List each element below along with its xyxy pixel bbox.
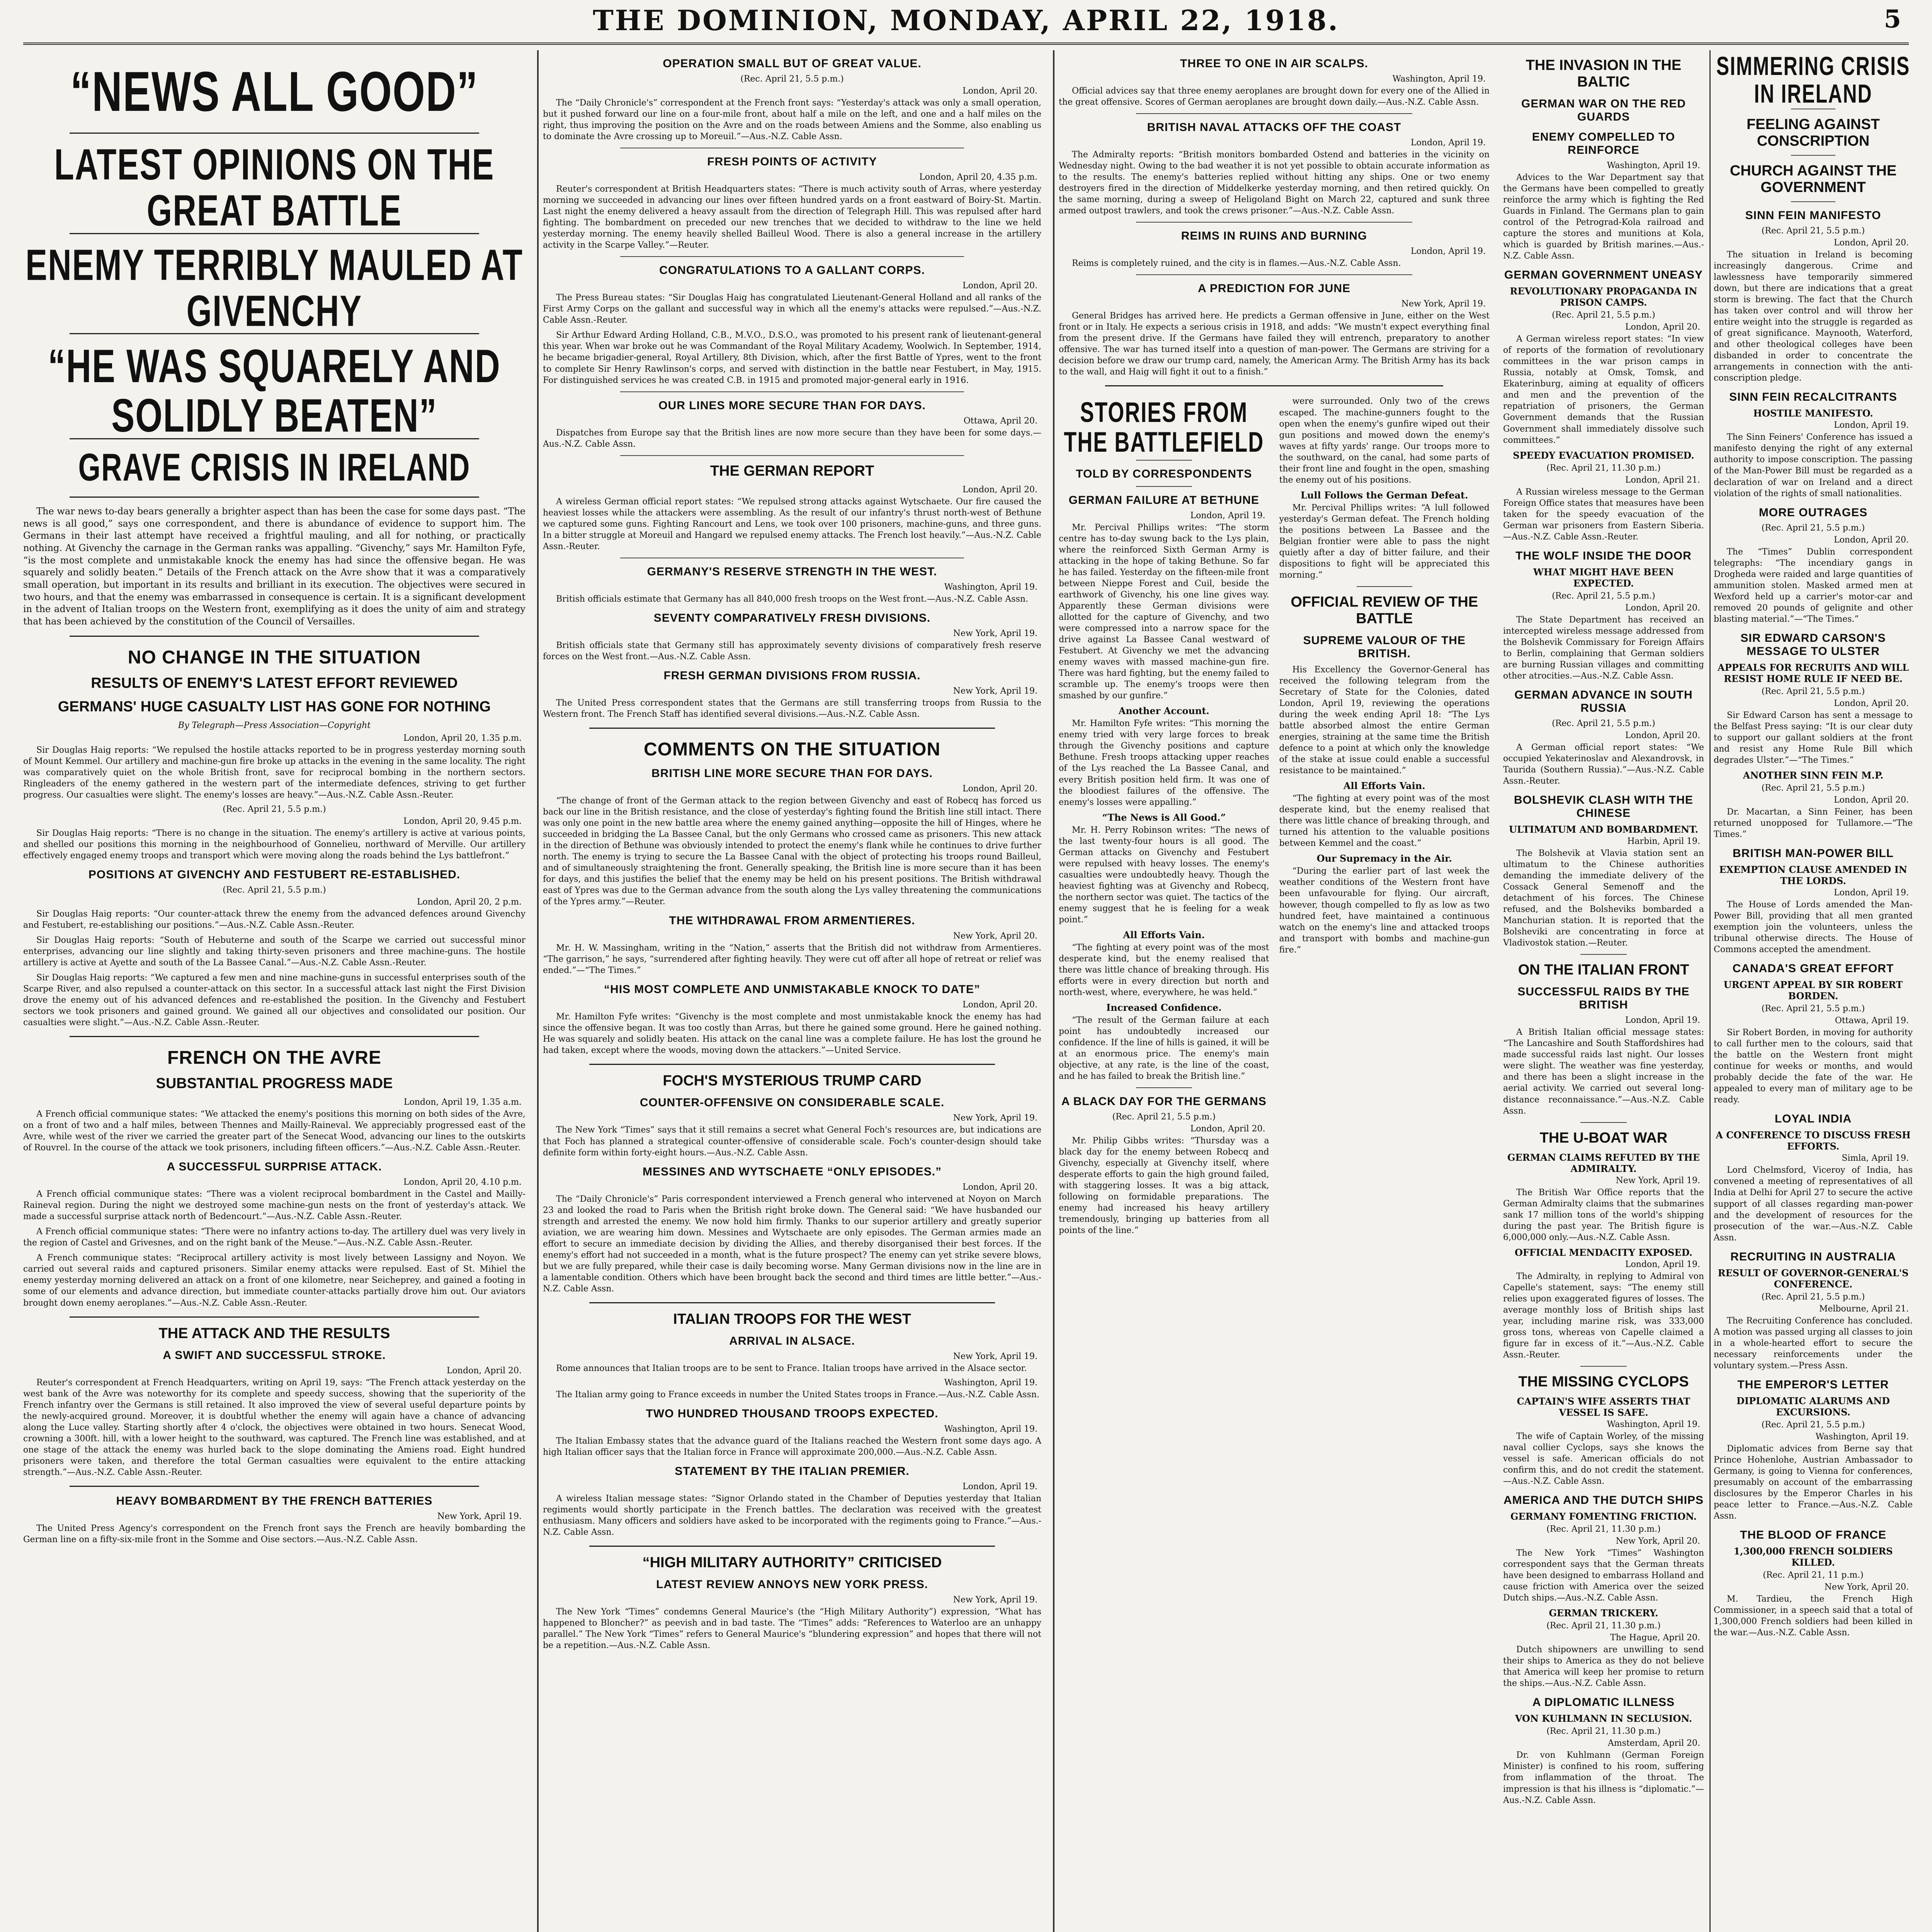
subcolumn-right — [1279, 394, 1490, 1240]
dateline: Harbin, April 19. — [1627, 837, 1700, 847]
dateline: London, April 19. — [1833, 888, 1909, 898]
article-paragraph: The New York “Times” condemns General Maurice's (the “High Military Authority”) expression, “What has happened to Bloncher?” as peevish and in bad taste. The “Times” adds: “References to Waterloo are an unhappy parallel.” The New York “Times” refers to General Maurice's “blundering expression” and hopes that there will not be a repetition.—Aus.-N.Z. Cable Assn. — [543, 1607, 1041, 1651]
heading-prediction-june: A PREDICTION FOR JUNE — [1198, 282, 1350, 295]
divider — [1791, 201, 1835, 202]
heading-church-government: CHURCH AGAINST THE GOVERNMENT — [1730, 163, 1897, 196]
divider — [620, 391, 964, 392]
dateline: London, April 19. — [1410, 138, 1486, 148]
received-line: (Rec. April 21, 5.5 p.m.) — [1112, 1112, 1216, 1122]
heading-naval-attacks: BRITISH NAVAL ATTACKS OFF THE COAST — [1147, 121, 1401, 134]
dateline: Washington, April 19. — [1392, 74, 1486, 84]
article-paragraph: Dr. Macartan, a Sinn Feiner, has been returned unopposed for Tullamore.—“The Times.” — [1714, 807, 1913, 839]
subhead-efforts-vain-2: All Efforts Vain. — [1343, 780, 1425, 792]
received-line: (Rec. April 21, 5.5 p.m.) — [1552, 310, 1655, 320]
heading-baltic-invasion: THE INVASION IN THE BALTIC — [1526, 57, 1682, 90]
article-paragraph: Advices to the War Department say that the Germans have been compelled to greatly reinforce the army which is fighting the Red Guards in Finland. The Germans plan to gain control of the Petrograd-Kola railroad and capture the stores and munitions at Kola, which is guarded by British marines.—Aus.-N.Z. Cable Assn. — [1503, 173, 1704, 261]
divider — [1136, 1087, 1192, 1088]
dateline: Washington, April 19. — [1607, 161, 1700, 170]
headline-squarely-beaten: “HE WAS SQUARELY AND SOLIDLY BEATEN” — [48, 340, 501, 442]
article-paragraph: A German wireless report states: “In view of reports of the formation of revolutionary committees in the war prison camps in Russia, notably at Omsk, Tomsk, and Ekaterinburg, aiming at equality of officers and men and the prevention of the repatriation of prisoners, the German Government demands that the Russian Government shall immediately dissolve such committees.” — [1503, 334, 1704, 445]
article-paragraph: General Bridges has arrived here. He predicts a German offensive in June, either on the West front or in Italy. He expects a serious crisis in 1918, and adds: “We mustn't expect everything final from the present drive. If the Germans have failed they will entrench, preparatory to another offensive. The war has turned itself into a question of man-power. The Germans are striving for a decision before we draw our trump card, namely, the American Army. The British Army has its back to the wall, and Haig will fight it out to a finish.” — [1059, 311, 1490, 377]
dateline: London, April 20. — [962, 784, 1037, 794]
heading-official-review: OFFICIAL REVIEW OF THE BATTLE — [1291, 594, 1478, 627]
subheading-mendacity: OFFICIAL MENDACITY EXPOSED. — [1514, 1247, 1693, 1258]
dateline: London, April 20. — [1833, 535, 1909, 545]
dateline: London, April 20. — [962, 1182, 1037, 1192]
article-paragraph: Official advices say that three enemy aeroplanes are brought down for every one of the Allied in the great offensive. Scores of German aeroplanes are brought down daily.—Aus.-N.Z. Cable Assn. — [1059, 86, 1490, 107]
heading-givenchy-festubert: POSITIONS AT GIVENCHY AND FESTUBERT RE-ESTABLISHED. — [88, 868, 461, 881]
divider — [589, 1064, 995, 1065]
article-paragraph: A Russian wireless message to the German Foreign Office states that measures have been taken for the speedy evacuation of the German war prisoners from Eastern Siberia.—Aus.-N.Z. Cable Assn.-Reuter. — [1503, 487, 1704, 542]
column-3 — [1059, 50, 1490, 1932]
heading-bethune: GERMAN FAILURE AT BETHUNE — [1068, 493, 1259, 507]
article-paragraph: The House of Lords amended the Man-Power Bill, providing that all men granted exemption join the volunteers, unless the tribunal otherwise directs. The House of Commons accepted the amendment. — [1714, 900, 1913, 955]
masthead-title: THE DOMINION, MONDAY, APRIL 22, 1918. — [593, 4, 1339, 37]
divider — [1580, 954, 1627, 955]
dateline: Ottawa, April 19. — [1835, 1016, 1909, 1026]
subhead-another-account: Another Account. — [1118, 705, 1209, 717]
divider — [1136, 486, 1192, 487]
subheading-correspondents: TOLD BY CORRESPONDENTS — [1076, 467, 1252, 480]
divider — [70, 1036, 479, 1037]
heading-recruiting-australia: RECRUITING IN AUSTRALIA — [1730, 1250, 1896, 1263]
subcolumn-left — [1059, 394, 1269, 1240]
heading-missing-cyclops: THE MISSING CYCLOPS — [1518, 1373, 1689, 1390]
article-paragraph: A German official report states: “We occupied Yekaterinoslav and Alexandrovsk, in Taurida (Southern Russia).”—Aus.-N.Z. Cable Assn.-Reuter. — [1503, 742, 1704, 786]
column-2 — [543, 50, 1054, 1932]
heading-fresh-divisions: FRESH GERMAN DIVISIONS FROM RUSSIA. — [663, 669, 921, 682]
heading-italian-front: ON THE ITALIAN FRONT — [1518, 962, 1689, 978]
article-paragraph: The “Daily Chronicle's” correspondent at the French front says: “Yesterday's attack was only a small operation, but it pushed forward our line on a four-mile front, about half a mile on the left, and one and a half miles on the right, thus improving the position on the Avre and on the roads between Amiens and the Somme, also enabling us to dominate the Avre crossing up to Moreuil.”—Aus.-N.Z. Cable Assn. — [543, 98, 1041, 142]
column-4a — [1503, 50, 1711, 1932]
heading-another-mp: ANOTHER SINN FEIN M.P. — [1743, 769, 1884, 781]
divider — [1357, 586, 1413, 587]
dateline: London, April 20. — [962, 1000, 1037, 1010]
subheading-progress: SUBSTANTIAL PROGRESS MADE — [156, 1075, 393, 1092]
article-paragraph: A wireless German official report states: “We repulsed strong attacks against Wytschaete. Our fire caused the heaviest losses while the attackers were assembling. As the result of our infantry's thrust north-west of Bethune we captured some guns. Fighting Rancourt and Lens, we took over 100 prisoners, machine-guns, and three guns. In a bitter struggle at Moreuil and Hangard we repulsed enemy attacks. The French lost heavily.”—Aus.-N.Z. Cable Assn.-Reuter. — [543, 497, 1041, 551]
subheading-expected: WHAT MIGHT HAVE BEEN EXPECTED. — [1533, 566, 1674, 589]
article-paragraph: Rome announces that Italian troops are to be sent to France. Italian troops have arrived in the Alsace sector. — [556, 1363, 1027, 1373]
divider — [1791, 155, 1835, 156]
divider — [70, 1316, 479, 1318]
column-4 — [1503, 50, 1913, 1932]
heading-italian-premier: STATEMENT BY THE ITALIAN PREMIER. — [675, 1464, 910, 1478]
divider — [70, 1486, 479, 1487]
heading-emperors-letter: THE EMPEROR'S LETTER — [1737, 1378, 1889, 1391]
article-paragraph: The “Daily Chronicle's” Paris correspondent interviewed a French general who intervened at Noyon on March 23 and looked the road to Paris when the British right broke down. The General said: “We have husbanded our strength and arrested the enemy. We now hold him firmly. Thanks to our superior artillery and greatly superior aviation, we are wearing him down. Messines and Wytschaete are only episodes. The German armies made an effort to secure an immediate decision by dividing the Allies, and thereby disorganised their best forces. If the enemy's effort had not succeeded in a month, what is the future prospect? The enemy can yet strike severe blows, but we are fully prepared, while their case is daily becoming worse. Many German divisions now in the line are in a lamentable condition. Others which have been brought back the second and third times are little better.”—Aus.-N.Z. Cable Assn. — [543, 1194, 1041, 1294]
received-line: (Rec. April 21, 5.5 p.m.) — [1552, 591, 1655, 601]
subheading-alarums: DIPLOMATIC ALARUMS AND EXCURSIONS. — [1736, 1395, 1890, 1418]
article-paragraph: were surrounded. Only two of the crews escaped. The machine-gunners fought to the open when the enemy's gunfire wiped out their gun positions and mowed down the enemy's waves at fifty yards' range. Our troops more to the southward, on the canal, had some parts of their front line and fought in the open, smashing the enemy out of his positions. — [1279, 396, 1490, 485]
subheading-alsace: ARRIVAL IN ALSACE. — [729, 1334, 855, 1347]
article-paragraph: The wife of Captain Worley, of the missing naval collier Cyclops, says she knows the vessel is safe. American officials do not confirm this, and do not credit the statement.—Aus.-N.Z. Cable Assn. — [1503, 1431, 1704, 1486]
dateline: Washington, April 19. — [1815, 1432, 1909, 1442]
dateline: Washington, April 19. — [944, 1378, 1037, 1388]
dateline: New York, April 19. — [953, 686, 1037, 696]
dateline: London, April 20. — [962, 86, 1037, 96]
column-1 — [23, 50, 539, 1932]
article-paragraph: “The fighting at every point was of the most desperate kind, but the enemy realised that there was little chance of breaking through, and turned his attention to the valuable positions between Kemmel and the coast.” — [1279, 794, 1490, 849]
heading-recalcitrants: SINN FEIN RECALCITRANTS — [1729, 391, 1897, 404]
heading-attack-results: THE ATTACK AND THE RESULTS — [158, 1325, 390, 1342]
article-paragraph: Mr. H. W. Massingham, writing in the “Nation,” asserts that the British did not withdraw from Armentieres. “The garrison,” he says, “surrendered after fighting heavily. They were cut off after all hope of retreat or relief was ended.”—“The Times.” — [543, 943, 1041, 976]
dateline: London, April 19. — [1410, 247, 1486, 257]
dateline: New York, April 19. — [953, 1351, 1037, 1361]
article-paragraph: Sir Arthur Edward Arding Holland, C.B., M.V.O., D.S.O., was promoted to his present rank of lieutenant-general this year. When war broke out he was Commandant of the Royal Military Academy, Woolwich. In September, 1914, he became brigadier-general, Royal Artillery, 8th Division, which, after the first Battle of Ypres, went to the front to complete Sir Henry Rawlinson's corps, and served with distinction in the battle near Festubert, in May, 1915. For distinguished services he was created C.B. in 1915 and promoted major-general early in 1916. — [543, 330, 1041, 385]
dateline: Melbourne, April 21. — [1819, 1304, 1909, 1314]
dateline: Washington, April 19. — [944, 1424, 1037, 1434]
heading-surprise-attack: A SUCCESSFUL SURPRISE ATTACK. — [167, 1160, 382, 1173]
subheading-conference: A CONFERENCE TO DISCUSS FRESH EFFORTS. — [1716, 1129, 1911, 1152]
dateline: London, April 20. — [1190, 1124, 1265, 1134]
dateline: London, April 19. — [962, 1481, 1037, 1492]
article-paragraph: “The change of front of the German attack to the region between Givenchy and east of Robecq has forced us back our line in the British resistance, and the close of yesterday's fighting found the British line still intact. There was only one point in the new battle area where the enemy gained anything—opposite the hill of Hinges, where he succeeded in bridging the La Bassee Canal, but the only Germans who crossed came as prisoners. This new attack in the direction of Bethune was obviously intended to protect the enemy's flank while he continues to drive further north. The enemy is trying to secure the La Bassee Canal with the object of protecting his troops round Bailleul, and of simultaneously straightening the front. Generally speaking, the British line is more secure than it has been for days, and this justifies the belief that the enemy may be held on his present positions. The British withdrawal east of Ypres was due to the German advance from the south along the Lys valley threatening the communications of the Ypres army.”—Reuter. — [543, 796, 1041, 907]
heading-sinn-fein-manifesto: SINN FEIN MANIFESTO — [1745, 209, 1881, 222]
heading-lines-secure: OUR LINES MORE SECURE THAN FOR DAYS. — [658, 399, 926, 412]
article-paragraph: A British Italian official message states: “The Lancashire and South Staffordshires had made successful raids last night. Our losses were slight. The weather was fine yesterday, and there has been a slight increase in the aerial activity. We carried out several long-distance reconnaissance.”—Aus.-N.Z. Cable Assn. — [1503, 1027, 1704, 1116]
heading-operation-small: OPERATION SMALL BUT OF GREAT VALUE. — [663, 57, 922, 70]
subheading-borden-appeal: URGENT APPEAL BY SIR ROBERT BORDEN. — [1723, 979, 1903, 1002]
dateline: New York, April 19. — [953, 1113, 1037, 1123]
article-paragraph: Sir Douglas Haig reports: “We repulsed the hostile attacks reported to be in progress yesterday morning south of Mount Kemmel. Our artillery and machine-gun fire broke up attacks in the evening in the same locality. The right was comparatively quiet on the whole British front, save for reciprocal bombing in the northern sectors. Ringleaders of the enemy gathered in the western part of the intermediate defences, striving to get further progress. Our casualties were slight. The enemy's losses are heavy.”—Aus.-N.Z. Cable Assn.-Reuter. — [23, 745, 526, 800]
dateline: London, April 20. — [962, 281, 1037, 291]
article-paragraph: The Bolshevik at Vlavia station sent an ultimatum to the Chinese authorities demanding the immediate delivery of the Cossack General Semenoff and the detachment of his forces. The Chinese refused, and the Bolsheviks bombarded a Manchurian station. It is reported that the Bolsheviki are concentrating in force at Vladivostok station.—Reuter. — [1503, 849, 1704, 948]
dateline: London, April 20, 4.10 p.m. — [403, 1177, 522, 1187]
headline-enemy-mauled: ENEMY TERRIBLY MAULED AT GIVENCHY — [26, 240, 523, 335]
heading-air-scalps: THREE TO ONE IN AIR SCALPS. — [1180, 57, 1369, 70]
received-line: (Rec. April 21, 5.5 p.m.) — [1761, 523, 1865, 533]
divider — [70, 636, 479, 637]
subheading-hostile-manifesto: HOSTILE MANIFESTO. — [1753, 408, 1873, 419]
article-paragraph: Sir Douglas Haig reports: “We captured a few men and nine machine-guns in successful enterprises south of the Scarpe River, and also repulsed a counter-attack on this sector. In a successful attack last night the First Division drove the enemy out of his advanced defences and re-established the position. In the Givenchy and Festubert sectors we took prisoners and gained ground. We gained all our objectives and consolidated our position. Our casualties were slight.”—Aus.-N.Z. Cable Assn.-Reuter. — [23, 973, 526, 1028]
dateline: London, April 20, 1.35 p.m. — [403, 733, 522, 743]
article-paragraph: The Italian Embassy states that the advance guard of the Italians reached the Western front some days ago. A high Italian officer says that the Italian force in France will approximate 200,000.—Aus.-N.Z. Cable Assn. — [543, 1436, 1041, 1457]
heading-blood-of-france: THE BLOOD OF FRANCE — [1740, 1529, 1886, 1541]
article-paragraph: Diplomatic advices from Berne say that Prince Hohenlohe, Austrian Ambassador to Germany, is going to Vienna for conferences, presumably on account of the embarrassing disclosures by the Emperor Charles in his peace letter to France.—Aus.-N.Z. Cable Assn. — [1714, 1444, 1913, 1521]
received-line: (Rec. April 21, 11.30 p.m.) — [1546, 463, 1661, 473]
subheading-governor-general: RESULT OF GOVERNOR-GENERAL'S CONFERENCE. — [1718, 1267, 1909, 1290]
article-paragraph: A French official communique states: “We attacked the enemy's positions this morning on both sides of the Avre, on a front of two and a half miles, between Thennes and Mailly-Raineval. We appreciably progressed east of the Avre, while west of the river we carried the greater part of the Senecat Wood, advancing our lines to the outskirts of Rouvrel. In the course of the attack we took prisoners, including fifteen officers.”—Aus.-N.Z. Cable Assn.-Reuter. — [23, 1109, 526, 1153]
divider — [1580, 1122, 1627, 1123]
dateline: Amsterdam, April 20. — [1607, 1738, 1700, 1748]
article-paragraph: Dutch shipowners are unwilling to send their ships to America as they do not believe that America will keep her promise to return the ships.—Aus.-N.Z. Cable Assn. — [1503, 1645, 1704, 1689]
dateline: Washington, April 19. — [944, 582, 1037, 592]
article-paragraph: The New York “Times” Washington correspondent says that the German threats have been designed to embarrass Holland and cause friction with America over the seized Dutch ships.—Aus.-N.Z. Cable Assn. — [1503, 1548, 1704, 1603]
masthead — [23, 0, 1909, 45]
dateline: The Hague, April 20. — [1610, 1633, 1700, 1643]
dateline: New York, April 19. — [953, 628, 1037, 638]
article-paragraph: Sir Douglas Haig reports: “There is no change in the situation. The enemy's artillery is active at various points, and shelled our positions this morning in the neighbourhood of Gonnelieu, northward of Merville. Our artillery effectively engaged enemy troops and transport which were moving along the roads behind the Lys battlefront.” — [23, 828, 526, 861]
divider — [620, 256, 964, 257]
column-4b — [1714, 50, 1913, 1932]
dateline: London, April 20. — [446, 1366, 522, 1376]
received-line: (Rec. April 21, 5.5 p.m.) — [1761, 686, 1865, 696]
article-paragraph: Mr. Hamilton Fyfe writes: “This morning the enemy tried with very large forces to break through the Givenchy positions and capture Bethune. Fresh troops attacking upper reaches of the Lys reached the La Bassee Canal, and every British position held firm. It was one of the bloodiest failures of the offensive. The enemy's losses were appalling.” — [1059, 719, 1269, 807]
subheading-red-guards: GERMAN WAR ON THE RED GUARDS — [1521, 97, 1686, 123]
heading-south-russia: GERMAN ADVANCE IN SOUTH RUSSIA — [1514, 688, 1693, 714]
heading-two-hundred-thousand: TWO HUNDRED THOUSAND TROOPS EXPECTED. — [646, 1407, 939, 1420]
divider — [589, 728, 995, 729]
article-paragraph: British officials estimate that Germany has all 840,000 fresh troops on the West front.—Aus.-N.Z. Cable Assn. — [556, 594, 1028, 604]
heading-foch-trump-card: FOCH'S MYSTERIOUS TRUMP CARD — [663, 1073, 922, 1089]
divider — [589, 1302, 995, 1303]
heading-bolshevik-chinese: BOLSHEVIK CLASH WITH THE CHINESE — [1514, 794, 1693, 820]
received-line: (Rec. April 21, 5.5 p.m.) — [1761, 783, 1865, 793]
article-paragraph: Sir Douglas Haig reports: “Our counter-attack threw the enemy from the advanced defences around Givenchy and Festubert, re-establishing our positions.”—Aus.-N.Z. Cable Assn.-Reuter. — [23, 909, 526, 930]
dateline: London, April 19. — [1625, 1259, 1700, 1269]
article-paragraph: The New York “Times” says that it still remains a secret what General Foch's resources are, but indications are that Foch has planned a strategical counter-offensive of considerable scale. Foch's counter-design should take definite form within forty-eight hours.—Aus.-N.Z. Cable Assn. — [543, 1125, 1041, 1158]
two-column-block — [1059, 394, 1490, 1240]
subhead-news-all-good: “The News is All Good.” — [1102, 811, 1226, 823]
article-paragraph: The Sinn Feiners' Conference has issued a manifesto denying the right of any external authority to impose conscription. The passing of the Man-Power Bill must be regarded as a declaration of war on Ireland and a direct violation of the rights of small nationalities. — [1714, 432, 1913, 498]
dateline: New York, April 20. — [953, 931, 1037, 941]
subheading-counter-offensive: COUNTER-OFFENSIVE ON CONSIDERABLE SCALE. — [639, 1096, 945, 1109]
article-paragraph: The United Press Agency's correspondent on the French front says the French are heavily bombarding the German line on a fifty-six-mile front in the Somme and Oise sectors.—Aus.-N.Z. Cable Assn. — [23, 1523, 526, 1544]
article-paragraph: Lord Chelmsford, Viceroy of India, has convened a meeting of representatives of all India at Delhi for April 27 to secure the active support of all classes regarding man-power and the development of resources for the prosecution of the war.—Aus.-N.Z. Cable Assn. — [1714, 1165, 1913, 1243]
headline-latest-opinions: LATEST OPINIONS ON THE GREAT BATTLE — [54, 140, 495, 235]
subhead-efforts-vain: All Efforts Vain. — [1123, 929, 1205, 940]
dateline: Simla, April 19. — [1842, 1153, 1909, 1163]
article-paragraph: A French communique states: “Reciprocal artillery activity is most lively between Lassigny and Noyon. We carried out several raids and captured prisoners. Similar enemy attacks were repulsed. East of St. Mihiel the enemy yesterday morning delivered an attack on a front of one kilometre, near Seicheprey, and gained a footing in some of our elements and advance direction, but immediate counter-attacks partially drove him out. Our aviators brought down enemy aeroplanes.”—Aus.-N.Z. Cable Assn.-Reuter. — [23, 1253, 526, 1308]
article-paragraph: A French official communique states: “There were no infantry actions to-day. The artillery duel was very lively in the region of Castel and Grivesnes, and on the right bank of the Meuse.”—Aus.-N.Z. Cable Assn.-Reuter. — [23, 1227, 526, 1248]
heading-reims: REIMS IN RUINS AND BURNING — [1181, 230, 1367, 243]
divider — [620, 455, 964, 456]
subheading-supreme-valour: SUPREME VALOUR OF THE BRITISH. — [1303, 634, 1466, 660]
received-line: (Rec. April 21, 11.30 p.m.) — [1546, 1524, 1661, 1534]
heading-diplomatic-illness: A DIPLOMATIC ILLNESS — [1532, 1696, 1675, 1709]
dateline: New York, April 19. — [1616, 1175, 1700, 1185]
subhead-lull: Lull Follows the German Defeat. — [1301, 489, 1468, 501]
subheading-soldiers-killed: 1,300,000 FRENCH SOLDIERS KILLED. — [1733, 1546, 1893, 1568]
columns — [23, 50, 1913, 1932]
dateline: New York, April 19. — [1401, 299, 1486, 309]
heading-italian-troops: ITALIAN TROOPS FOR THE WEST — [673, 1311, 911, 1327]
dateline: London, April 20. — [1833, 238, 1909, 248]
subheading-appeals: APPEALS FOR RECRUITS AND WILL RESIST HOME RULE IF NEED BE. — [1717, 662, 1909, 684]
article-paragraph: The Admiralty, in replying to Admiral von Capelle's statement, says: “The enemy still relies upon exaggerated figures of losses. The average monthly loss of British ships last year, including marine risk, was 333,000 gross tons, whereas von Capelle claimed a figure far in excess of it.”—Aus.-N.Z. Cable Assn.-Reuter. — [1503, 1271, 1704, 1360]
article-paragraph: Mr. Hamilton Fyfe writes: “Givenchy is the most complete and most unmistakable knock the enemy has had since the offensive began. It was too costly than Arras, but there he gained some ground. Here he gained nothing. He was squarely and solidly beaten. His attack on the canal line was a complete failure. He has lost the ground he had taken, except where the woods, moving down the attackers.”—United Service. — [543, 1012, 1041, 1056]
article-paragraph: Sir Douglas Haig reports: “South of Hebuterne and south of the Scarpe we carried out successful minor enterprises, advancing our line slightly and taking thirty-seven prisoners and three machine-guns. The hostile artillery is active at Ayette and south of the La Bassee Canal.”—Aus.-N.Z. Cable Assn.-Reuter. — [23, 935, 526, 968]
subheading-raids: SUCCESSFUL RAIDS BY THE BRITISH — [1517, 985, 1690, 1012]
dateline: London, April 20. — [962, 485, 1037, 495]
received-line: (Rec. April 21, 11.30 p.m.) — [1546, 1726, 1661, 1736]
article-paragraph: Mr. Philip Gibbs writes: “Thursday was a black day for the enemy between Robecq and Givenchy, especially at Givenchy itself, where desperate efforts to gain the high ground failed, with staggering losses. It was a big attack, following on formidable preparations. The enemy had increased his heavy artillery tremendously, bringing up batteries from all points of the line.” — [1059, 1136, 1269, 1236]
heading-messines: MESSINES AND WYTSCHAETE “ONLY EPISODES.” — [642, 1165, 942, 1178]
subheading-claims-refuted: GERMAN CLAIMS REFUTED BY THE ADMIRALTY. — [1507, 1151, 1700, 1174]
subheading-results: RESULTS OF ENEMY'S LATEST EFFORT REVIEWED — [91, 675, 458, 691]
dateline: London, April 20. — [1625, 603, 1700, 613]
dateline: London, April 20. — [1833, 795, 1909, 805]
subheading-casualty-list: GERMANS' HUGE CASUALTY LIST HAS GONE FOR NOTHING — [58, 698, 491, 715]
heading-high-military-authority: “HIGH MILITARY AUTHORITY” CRITICISED — [642, 1554, 942, 1571]
subhead-air-supremacy: Our Supremacy in the Air. — [1316, 853, 1452, 864]
article-paragraph: Reuter's correspondent at French Headquarters, writing on April 19, says: “The French attack yesterday on the west bank of the Avre was noteworthy for its complete and speedy success, showing that the superiority of the French infantry over the Germans is still retained. It also improved the view of several useful departure points by the newly-acquired ground. Moreover, it is doubtful whether the enemy will again have a chance of advancing along the Luce valley. Starting shortly after 4 o'clock, the objectives were obtained in two hours. Senecat Wood, crowning a 300ft. hill, with a lower height to the southward, was captured. The French line was established, and at one stage of the attack the enemy was hurled back to the slope dominating the Amiens road. Eight hundred prisoners were taken, and therefore the total German casualties were equivalent to the entire attacking strength.”—Aus.-N.Z. Cable Assn.-Reuter. — [23, 1378, 526, 1477]
article-paragraph: Sir Edward Carson has sent a message to the Belfast Press saying: “It is our clear duty to support our gallant soldiers at the front and resist any Home Rule Bill which degrades Ulster.”—“The Times.” — [1714, 710, 1913, 765]
headline-stories-battlefield: STORIES FROM THE BATTLEFIELD — [1064, 397, 1264, 458]
dateline: London, April 20. — [1625, 730, 1700, 740]
heading-conscription: FEELING AGAINST CONSCRIPTION — [1747, 116, 1880, 149]
article-paragraph: The United Press correspondent states that the Germans are still transferring troops from Russia to the Western front. The French Staff has identified several divisions.—Aus.-N.Z. Cable Assn. — [543, 698, 1041, 719]
article-paragraph: A French official communique states: “There was a violent reciprocal bombardment in the Castel and Mailly-Raineval region. During the night we destroyed some machine-gun nests on the front of yesterday's attack. We made a successful surprise attack north of Bedencourt.”—Aus.-N.Z. Cable Assn.-Reuter. — [23, 1189, 526, 1222]
article-paragraph: Mr. H. Perry Robinson writes: “The news of the last twenty-four hours is all good. The German attacks on Givenchy and Festubert were repulsed with heavy losses. The enemy's casualties were undoubtedly heavy. Though the heaviest fighting was at Givenchy and Robecq, the northern sector was quiet. The tactics of the enemy suggest that he is feeling for a weak point.” — [1059, 825, 1269, 925]
subheading-reinforce: ENEMY COMPELLED TO REINFORCE — [1532, 131, 1675, 156]
dateline: London, April 20, 9.45 p.m. — [403, 816, 522, 826]
article-paragraph: Sir Robert Borden, in moving for authority to call further men to the colours, said that the battle on the Western front might continue for weeks or months, and would probably decide the fate of the war. He appealed to every man of military age to be ready. — [1714, 1028, 1913, 1105]
received-line: (Rec. April 21, 11 p.m.) — [1763, 1570, 1864, 1580]
article-paragraph: Mr. Percival Phillips writes: “A lull followed yesterday's German defeat. The French holding the positions between La Bassee and the Belgian frontier were able to pass the night quietly after a day of bitter failure, and their dispositions to fight will be appreciated this morning.” — [1279, 503, 1490, 580]
article-paragraph: The Admiralty reports: “British monitors bombarded Ostend and batteries in the vicinity on Wednesday night. Owing to the bad weather it is not yet possible to obtain accurate information as to the results. The enemy's batteries replied without hitting any ships. One or two enemy destroyers fired in the direction of Middelkerke yesterday morning, and then retired quickly. On the same morning, during a sweep of Heligoland Bight on March 22, captured and sunk three armed outpost trawlers, and took the crews prisoner.”—Aus.-N.Z. Cable Assn. — [1059, 150, 1490, 216]
heading-wolf-door: THE WOLF INSIDE THE DOOR — [1515, 549, 1692, 562]
article-paragraph: His Excellency the Governor-General has received the following telegram from the Secretary of State for the Colonies, dated London, April 19, reviewing the operations during the week ending April 18: “The Lys battle absorbed almost the entire German energies, straining at the same time the British defence to a point at which only the knowledge of the stake at issue could enable a successful resistance to be maintained.” — [1279, 665, 1490, 776]
article-paragraph: “The result of the German failure at each point has undoubtedly increased our confidence. If the line of hills is gained, it will be at an enormous price. The enemy's main objective, at any rate, is the line of the coast, and he has failed to break the British line.” — [1059, 1015, 1269, 1082]
received-line: (Rec. April 21, 11.30 p.m.) — [1546, 1621, 1661, 1631]
subheading-propaganda: REVOLUTIONARY PROPAGANDA IN PRISON CAMPS. — [1510, 286, 1697, 308]
subheading-british-line: BRITISH LINE MORE SECURE THAN FOR DAYS. — [651, 767, 933, 780]
heading-uboat-war: THE U-BOAT WAR — [1539, 1129, 1668, 1146]
article-paragraph: “The fighting at every point was of the most desperate kind, but the enemy realised that there was little chance of breaking through. His efforts were in every direction but north and north-west, where, everywhere, he was held.” — [1059, 942, 1269, 997]
article-paragraph: The “Times” Dublin correspondent telegraphs: “The incendiary gangs in Drogheda were raided and large quantities of ammunition stolen. Masked armed men at Wexford held up a carrier's motor-car and removed 20 pounds of gelignite and other blasting material.”—“The Times.” — [1714, 547, 1913, 624]
dateline: London, April 19, 1.35 a.m. — [404, 1097, 522, 1107]
subheading-kuhlmann: VON KUHLMANN IN SECLUSION. — [1515, 1713, 1692, 1725]
article-paragraph: The State Department has received an intercepted wireless message addressed from the Bolshevik Commissary for Foreign Affairs to Berlin, complaining that German soldiers are burning Russian villages and committing other atrocities.—Aus.-N.Z. Cable Assn. — [1503, 615, 1704, 681]
heading-french-avre: FRENCH ON THE AVRE — [167, 1048, 381, 1068]
article-paragraph: “During the earlier part of last week the weather conditions of the Western front have been unfavourable for flying. Our aircraft, however, though compelled to fly as low as two hundred feet, have maintained a continuous watch on the enemy's line and attacked troops and transport with bombs and machine-gun fire.” — [1279, 866, 1490, 955]
subheading-captains-wife: CAPTAIN'S WIFE ASSERTS THAT VESSEL IS SAFE. — [1517, 1395, 1690, 1418]
dateline: London, April 20. — [1625, 322, 1700, 332]
heading-man-power-bill: BRITISH MAN-POWER BILL — [1733, 847, 1894, 860]
divider — [1105, 385, 1443, 386]
heading-no-change: NO CHANGE IN THE SITUATION — [128, 647, 421, 668]
dateline: London, April 20, 4.35 p.m. — [919, 172, 1037, 182]
heading-complete-knock: “HIS MOST COMPLETE AND UNMISTAKABLE KNOCK TO DATE” — [604, 983, 980, 996]
dateline: London, April 19. — [1190, 510, 1265, 520]
article-paragraph: Reuter's correspondent at British Headquarters states: “There is much activity south of Arras, where yesterday morning we succeeded in advancing our lines over fifteen hundred yards on a front eastward of Boiry-St. Martin. Last night the enemy delivered a heavy assault from the direction of Telegraph Hill. This was repulsed after hard fighting. The bombardment on preceded our new trenches that we decided to withdraw to the line we held yesterday morning. The enemy heavily shelled Bailleul Wood. There is also a general increase in the artillery activity in the Scarpe Valley.”—Reuter. — [543, 184, 1041, 250]
received-line: (Rec. April 21, 5.5 p.m.) — [1552, 718, 1655, 728]
heading-black-day: A BLACK DAY FOR THE GERMANS — [1061, 1095, 1267, 1108]
byline: By Telegraph—Press Association—Copyright — [178, 720, 371, 730]
subheading-swift-stroke: A SWIFT AND SUCCESSFUL STROKE. — [163, 1349, 386, 1362]
headline-simmering-crisis: SIMMERING CRISIS IN IRELAND — [1716, 51, 1910, 108]
heading-comments: COMMENTS ON THE SITUATION — [643, 739, 941, 760]
received-line: (Rec. April 21, 5.5 p.m.) — [1761, 1292, 1865, 1302]
subheading-german-trickery: GERMAN TRICKERY. — [1549, 1607, 1658, 1619]
article-paragraph: The Italian army going to France exceeds in number the United States troops in France.—Aus.-N.Z. Cable Assn. — [556, 1389, 1039, 1400]
article-paragraph: Mr. Percival Phillips writes: “The storm centre has to-day swung back to the Lys plain, where the reinforced Sixth German Army is attacking in the hope of taking Bethune. So far he has failed. Yesterday on the fifteen-mile front between Nieppe Forest and Cuil, beside the earthwork of Givenchy, his one line gives way. Apparently these German divisions were allotted for the capture of Givenchy, and two were compressed into a narrow space for the drive against La Bassee Canal westward of Festubert. At Givenchy we met the advancing enemy waves with massed machine-gun fire. There was hard fighting, but the enemy failed to scramble up. The enemy's troops were then smashed by our gunfire.” — [1059, 522, 1269, 701]
dateline: London, April 20. — [1833, 698, 1909, 708]
received-line: (Rec. April 21, 5.5 p.m.) — [1761, 1004, 1865, 1014]
article-paragraph: British officials state that Germany still has approximately seventy divisions of comparatively fresh reserve forces on the West front.—Aus.-N.Z. Cable Assn. — [543, 640, 1041, 662]
divider — [1136, 274, 1412, 275]
article-paragraph: Dr. von Kuhlmann (German Foreign Minister) is confined to his room, suffering from inflammation of the throat. The impression is that his illness is “diplomatic.”—Aus.-N.Z. Cable Assn. — [1503, 1750, 1704, 1805]
dateline: New York, April 19. — [437, 1511, 522, 1521]
article-paragraph: The British War Office reports that the German Admiralty claims that the submarines sank 17 million tons of the world's shipping during the past year. The British figure is 6,000,000 only.—Aus.-N.Z. Cable Assn. — [1503, 1187, 1704, 1242]
dateline: Washington, April 19. — [1607, 1419, 1700, 1429]
dateline: London, April 19. — [1833, 420, 1909, 430]
divider — [1580, 1366, 1627, 1367]
received-line: (Rec. April 21, 5.5 p.m.) — [223, 804, 326, 814]
divider — [1136, 460, 1192, 461]
heading-more-outrages: MORE OUTRAGES — [1759, 506, 1868, 519]
heading-carson-message: SIR EDWARD CARSON'S MESSAGE TO ULSTER — [1740, 631, 1886, 658]
heading-german-report: THE GERMAN REPORT — [710, 463, 874, 479]
received-line: (Rec. April 21, 5.5 p.m.) — [1761, 1420, 1865, 1430]
divider — [70, 133, 479, 134]
received-line: (Rec. April 21, 5.5 p.m.) — [740, 74, 844, 84]
heading-seventy-divisions: SEVENTY COMPARATIVELY FRESH DIVISIONS. — [653, 611, 931, 624]
article-paragraph: A wireless Italian message states: “Signor Orlando stated in the Chamber of Deputies yesterday that Italian regiments would shortly participate in the French battles. The declaration was received with the greatest enthusiasm. Many officers and soldiers have asked to be incorporated with the regiments going to France.”—Aus.-N.Z. Cable Assn. — [543, 1493, 1041, 1537]
article-paragraph: Dispatches from Europe say that the British lines are now more secure than they have been for some days.—Aus.-N.Z. Cable Assn. — [543, 428, 1041, 449]
dateline: New York, April 19. — [953, 1595, 1037, 1605]
heading-speedy-evacuation: SPEEDY EVACUATION PROMISED. — [1513, 449, 1694, 461]
dateline: London, April 20, 2 p.m. — [417, 897, 522, 907]
article-paragraph: The Press Bureau states: “Sir Douglas Haig has congratulated Lieutenant-General Holland and all ranks of the First Army Corps on the gallant and successful way in which all the enemy's attacks were repulsed.”—Aus.-N.Z. Cable Assn.-Reuter. — [543, 293, 1041, 325]
subheading-exemption: EXEMPTION CLAUSE AMENDED IN THE LORDS. — [1719, 864, 1907, 887]
heading-reserve-strength: GERMANY'S RESERVE STRENGTH IN THE WEST. — [647, 565, 937, 578]
subheading-review-annoys: LATEST REVIEW ANNOYS NEW YORK PRESS. — [656, 1578, 928, 1591]
heading-armentieres: THE WITHDRAWAL FROM ARMENTIERES. — [669, 914, 915, 927]
article-paragraph: M. Tardieu, the French High Commissioner, in a speech said that a total of 1,300,000 French soldiers had been killed in the war.—Aus.-N.Z. Cable Assn. — [1714, 1594, 1913, 1638]
heading-dutch-ships: AMERICA AND THE DUTCH SHIPS — [1503, 1494, 1704, 1507]
dateline: New York, April 20. — [1616, 1536, 1700, 1546]
headline-news-all-good: “NEWS ALL GOOD” — [70, 60, 478, 123]
article-paragraph: The Recruiting Conference has concluded. A motion was passed urging all classes to join in a whole-hearted effort to secure the necessary reinforcements under the voluntary system.—Press Assn. — [1714, 1316, 1913, 1371]
divider — [1136, 113, 1412, 114]
subheading-friction: GERMANY FOMENTING FRICTION. — [1510, 1511, 1697, 1522]
dateline: London, April 19. — [1625, 1015, 1700, 1026]
heading-canada-effort: CANADA'S GREAT EFFORT — [1732, 962, 1894, 975]
subheading-ultimatum: ULTIMATUM AND BOMBARDMENT. — [1509, 824, 1699, 835]
lead-paragraph: The war news to-day bears generally a brighter aspect than has been the case for some days past. “The news is all good,” says one correspondent, and there is abundance of evidence to support him. The Germans in their last attempt have received a frightful mauling, and all for nothing, or practically nothing. At Givenchy the carnage in the German ranks was appalling. “Givenchy,” says Mr. Hamilton Fyfe, “is the most complete and unmistakable knock the enemy has had since the offensive began. He was squarely and solidly beaten.” Details of the French attack on the Avre show that it was a comparatively small operation, but important in its results and brilliant in its execution. The objectives were secured in two hours, and that the enemy was embarrassed in consequence is certain. It is a significant development in the advent of Italian troops on the Western front, exemplifying as it does the unity of aim and strategy that has been achieved by the constitution of the Council of Versailles. — [23, 505, 526, 627]
dateline: New York, April 20. — [1824, 1582, 1909, 1592]
divider — [1136, 222, 1412, 223]
heading-heavy-bombardment: HEAVY BOMBARDMENT BY THE FRENCH BATTERIES — [116, 1494, 433, 1507]
heading-congratulations: CONGRATULATIONS TO A GALLANT CORPS. — [659, 264, 925, 277]
article-paragraph: Reims is completely ruined, and the city is in flames.—Aus.-N.Z. Cable Assn. — [1072, 259, 1401, 269]
dateline: Ottawa, April 20. — [963, 416, 1037, 426]
dateline: London, April 21. — [1625, 475, 1700, 485]
heading-fresh-points: FRESH POINTS OF ACTIVITY — [707, 155, 877, 168]
subhead-increased-confidence: Increased Confidence. — [1106, 1002, 1222, 1014]
divider — [589, 1546, 995, 1547]
received-line: (Rec. April 21, 5.5 p.m.) — [223, 885, 326, 895]
received-line: (Rec. April 21, 5.5 p.m.) — [1761, 226, 1865, 236]
heading-govt-uneasy: GERMAN GOVERNMENT UNEASY — [1504, 269, 1703, 282]
page-number: 5 — [1884, 5, 1901, 34]
article-paragraph: The situation in Ireland is becoming increasingly dangerous. Crime and lawlessness have temporarily simmered down, but there are indications that a great storm is brewing. The fact that the Church has taken over control and will throw her entire weight into the struggle is regarded as of great significance. Maynooth, Waterford, and other theological colleges have been disbanded in order to concentrate the arrangements in connection with the anti-conscription pledge. — [1714, 250, 1913, 383]
heading-loyal-india: LOYAL INDIA — [1774, 1112, 1852, 1126]
headline-grave-crisis: GRAVE CRISIS IN IRELAND — [78, 446, 471, 489]
divider — [70, 497, 479, 498]
